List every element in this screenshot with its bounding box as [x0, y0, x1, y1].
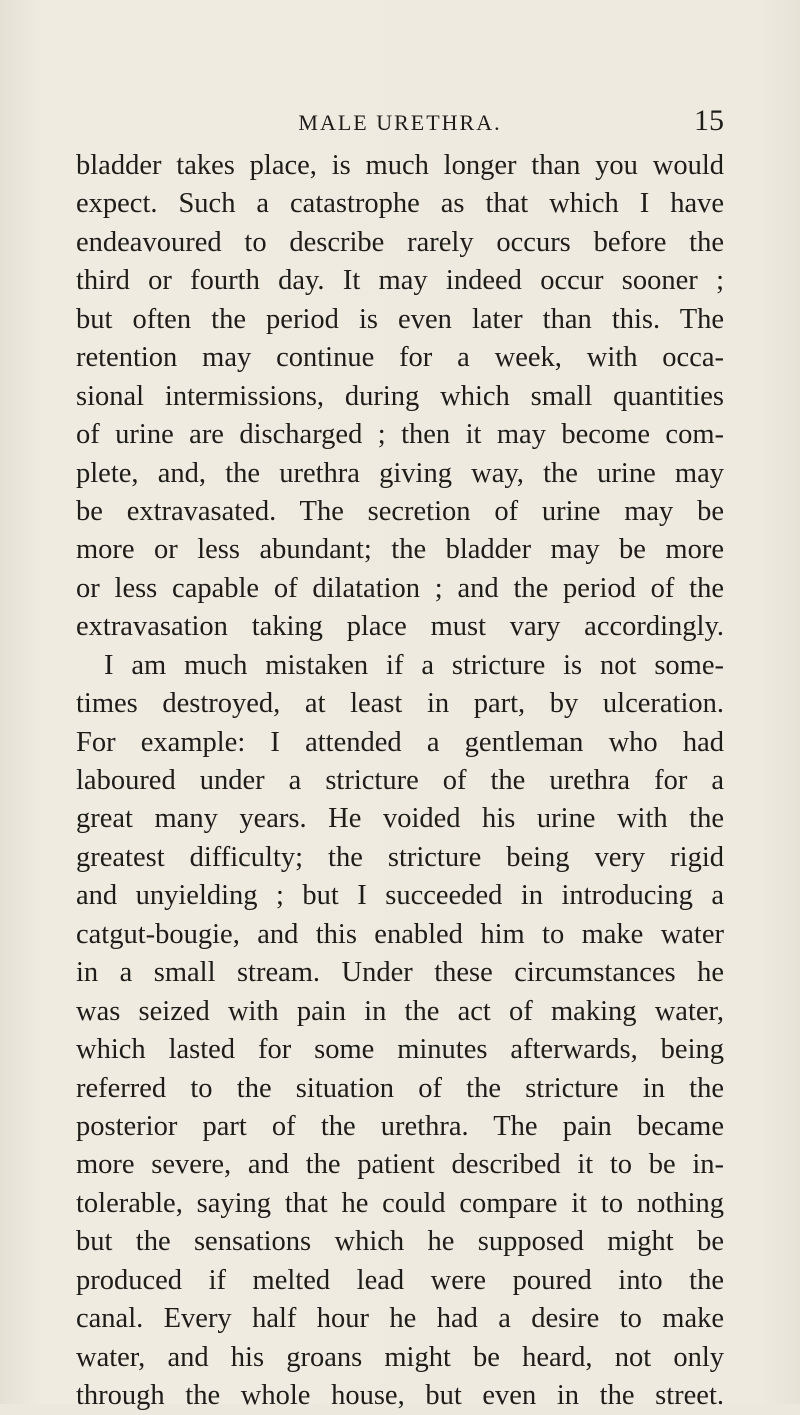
- text-line: of urine are discharged ; then it may become com-: [76, 419, 724, 451]
- text-line: but the sensations which he supposed might be: [76, 1226, 724, 1258]
- text-line: water, and his groans might be heard, not only: [76, 1341, 724, 1373]
- text-line: through the whole house, but even in the street.: [76, 1380, 724, 1411]
- text-line: be extravasated. The secretion of urine may be: [76, 495, 724, 527]
- text-line: tolerable, saying that he could compare it to nothing: [76, 1187, 724, 1219]
- text-line: times destroyed, at least in part, by ulceration.: [76, 688, 724, 720]
- text-line: produced if melted lead were poured into the: [76, 1264, 724, 1296]
- text-line: laboured under a stricture of the urethra for a: [76, 765, 724, 796]
- text-line: but often the period is even later than this. The: [76, 303, 724, 335]
- body-text: [76, 147, 724, 1415]
- text-line: For example: I attended a gentleman who had: [76, 726, 724, 758]
- text-line: sional intermissions, during which small quantities: [76, 380, 724, 412]
- text-line: expect. Such a catastrophe as that which I have: [76, 188, 724, 220]
- text-line: extravasation taking place must vary accordingly.: [76, 611, 724, 643]
- page-number: 15: [694, 104, 724, 137]
- text-line: in a small stream. Under these circumstances he: [76, 957, 724, 989]
- text-line: canal. Every half hour he had a desire to make: [76, 1303, 724, 1335]
- text-line: and unyielding ; but I succeeded in introducing a: [76, 880, 724, 912]
- text-line: endeavoured to describe rarely occurs before the: [76, 226, 724, 258]
- text-line: retention may continue for a week, with occa-: [76, 342, 724, 374]
- text-line: more or less abundant; the bladder may be more: [76, 534, 724, 566]
- text-line: posterior part of the urethra. The pain became: [76, 1110, 724, 1142]
- text-line: was seized with pain in the act of making water,: [76, 995, 724, 1027]
- text-line: plete, and, the urethra giving way, the urine may: [76, 457, 724, 489]
- text-line: bladder takes place, is much longer than you would: [76, 150, 724, 181]
- text-line: referred to the situation of the stricture in the: [76, 1072, 724, 1104]
- text-line: third or fourth day. It may indeed occur sooner ;: [76, 265, 724, 297]
- text-line: more severe, and the patient described it to be in-: [76, 1149, 724, 1181]
- text-line: which lasted for some minutes afterwards, being: [76, 1034, 724, 1066]
- running-head: [76, 104, 724, 140]
- text-line: I am much mistaken if a stricture is not some-: [104, 649, 724, 681]
- text-line: great many years. He voided his urine with the: [76, 803, 724, 835]
- text-line: catgut-bougie, and this enabled him to make water: [76, 918, 724, 950]
- running-title: MALE URETHRA.: [298, 110, 502, 135]
- text-line: greatest difficulty; the stricture being very rigid: [76, 841, 724, 873]
- text-line: or less capable of dilatation ; and the period of the: [76, 572, 724, 604]
